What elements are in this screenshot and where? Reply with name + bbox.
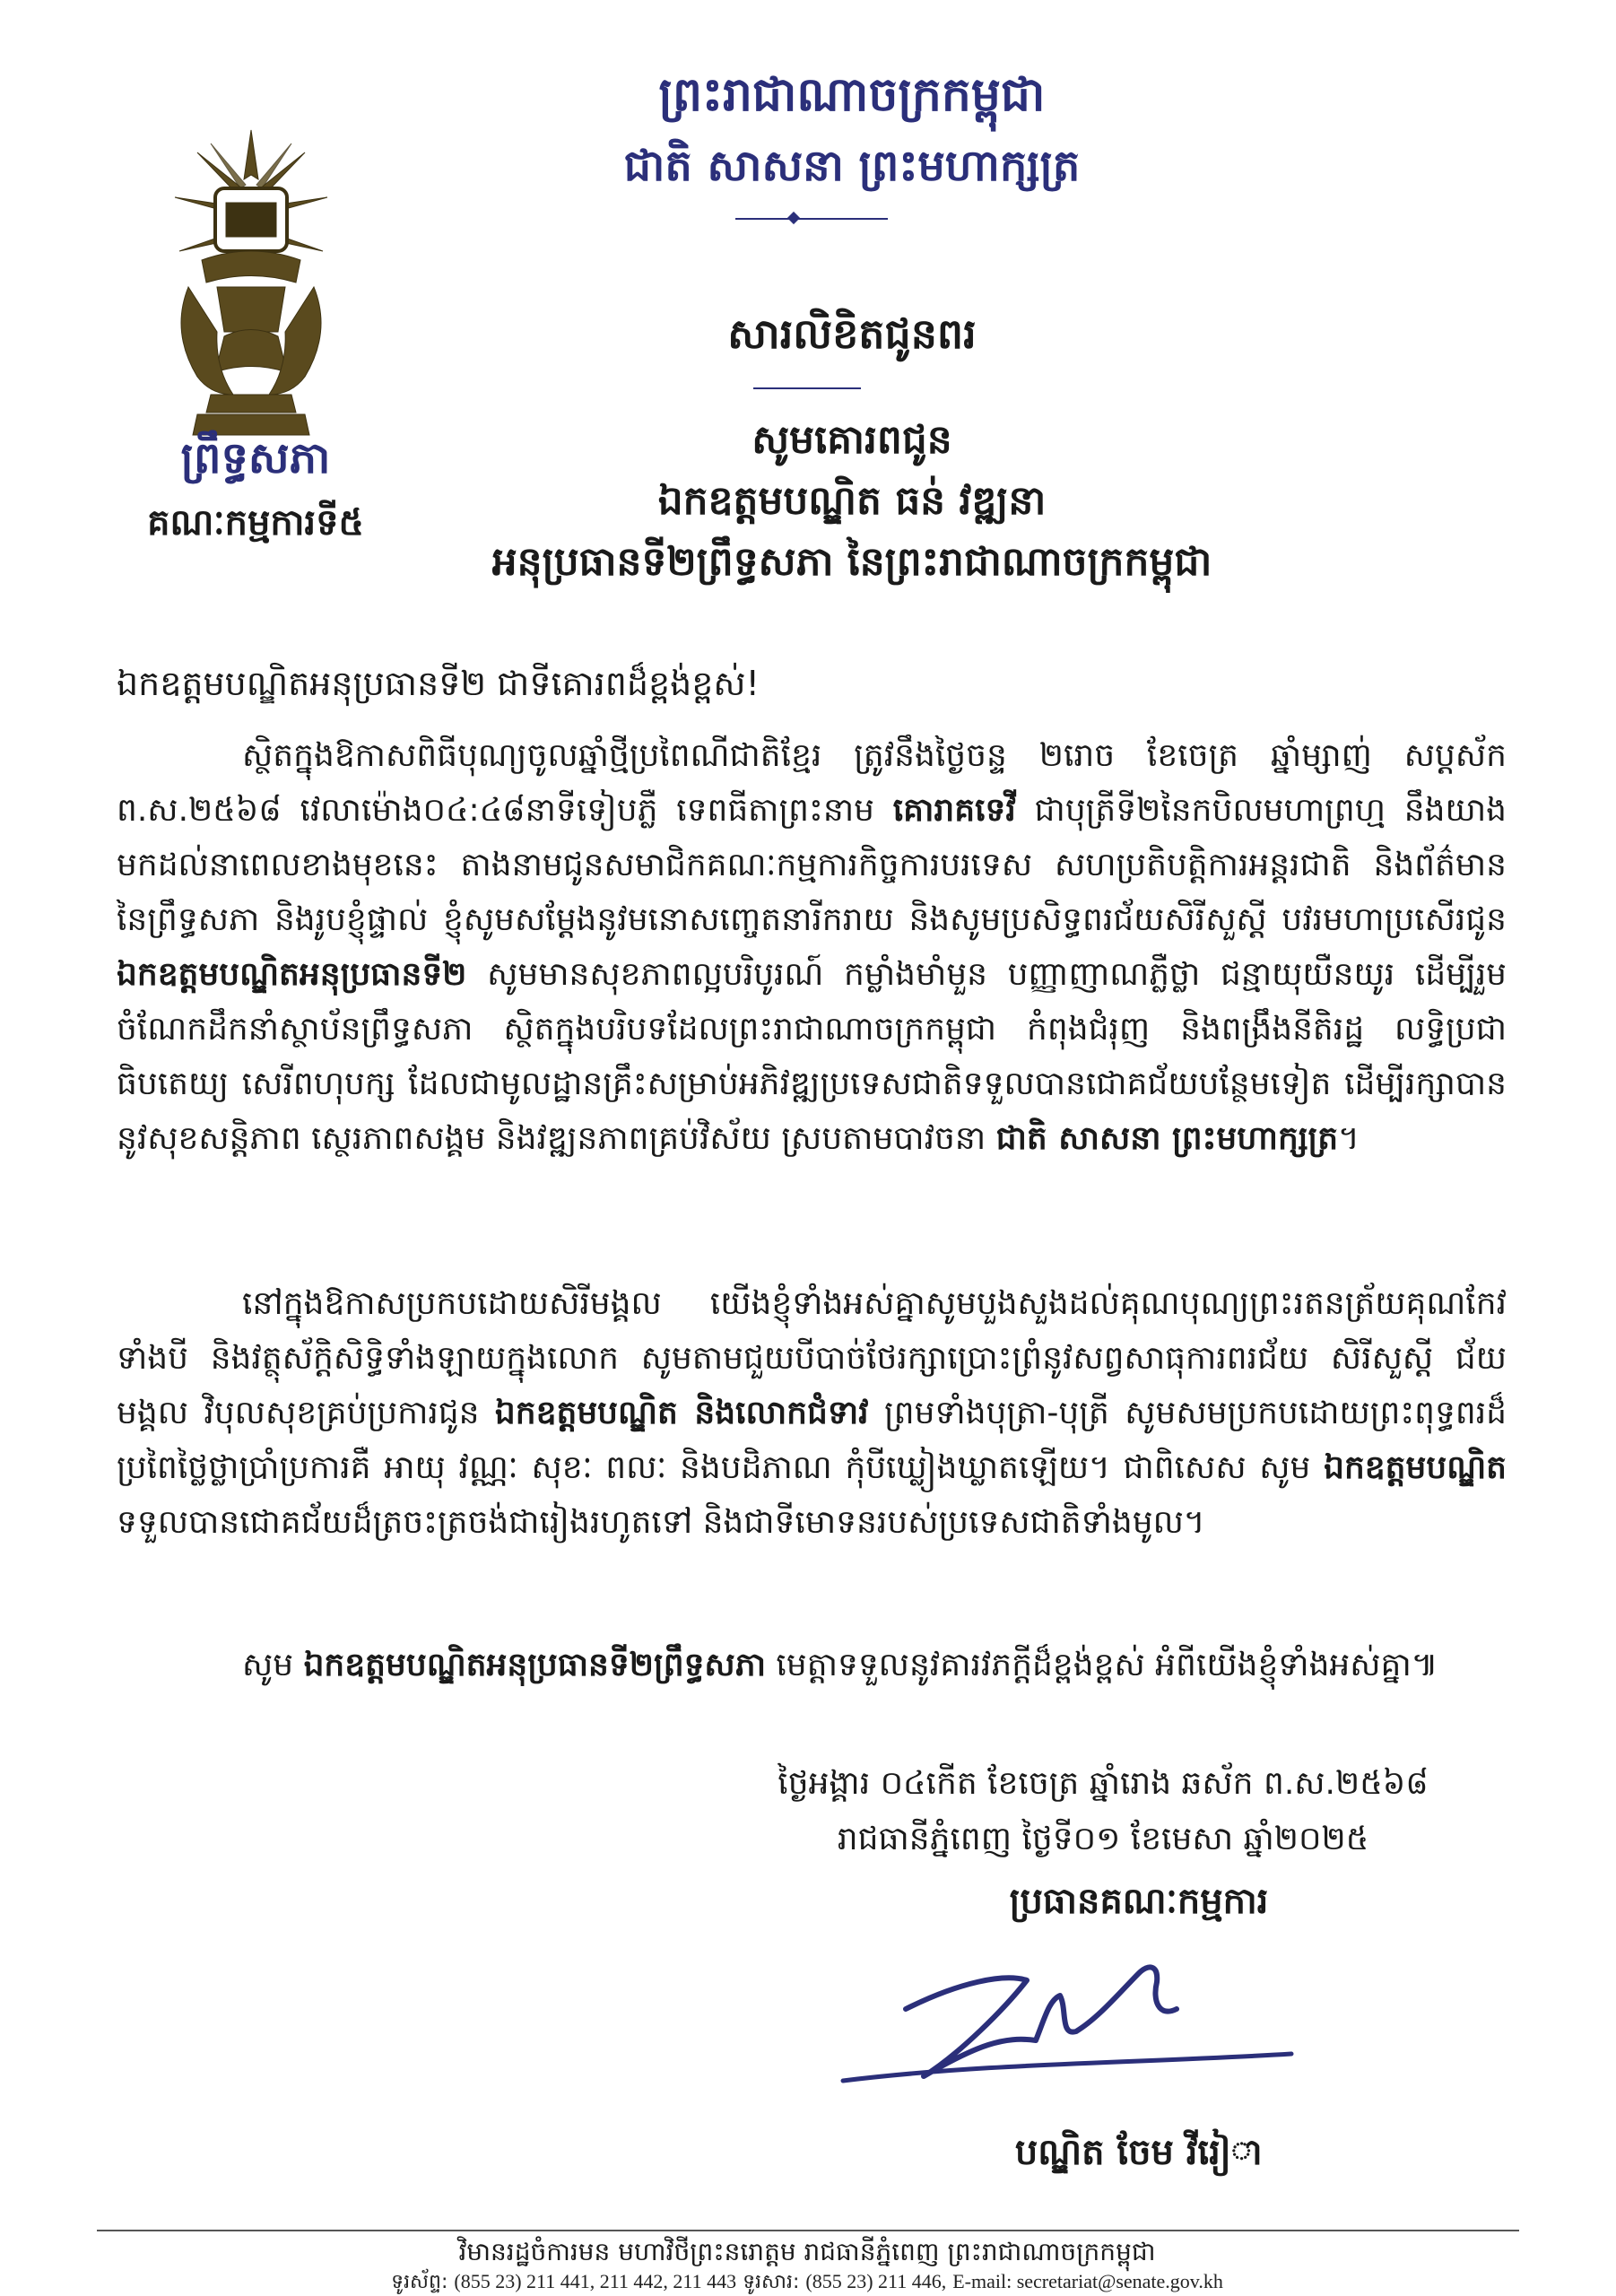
solar-date: រាជធានីភ្នំពេញ ថ្ងៃទី០១ ខែមេសា ឆ្នាំ២០២៥ <box>837 1821 1369 1857</box>
national-motto: ជាតិ សាសនា ព្រះមហាក្សត្រ <box>623 141 1081 191</box>
p2-text-3: ទទួលបានជោគជ័យដ៏ត្រចះត្រចង់ជារៀងរហូតទៅ និងជាទីមោទនរបស់ប្រទេសជាតិទាំងមូល។ <box>117 1504 1205 1541</box>
commission-name: គណៈកម្មការទី៥ <box>147 502 364 544</box>
p1-text-4: ។ <box>1338 1120 1360 1157</box>
senate-name: ព្រឹទ្ធសភា <box>180 433 331 483</box>
recipient-name: ឯកឧត្តមបណ្ឌិត ធន់ វឌ្ឍនា <box>657 478 1047 524</box>
p3-bold-1: ឯកឧត្តមបណ្ឌិតអនុប្រធានទី២ព្រឹទ្ធសភា <box>303 1647 766 1683</box>
p1-text-1: ស្ថិតក្នុងឱកាសពិធីបុណ្យចូលឆ្នាំថ្មីប្រពៃណីជាតិខ្មែរ ត្រូវនឹងថ្ងៃចន្ទ ២រោច ខែចេត្រ ឆ្នាំម្សាញ់ សប្តស័ក ព.ស.២៥៦៨ វេលាម៉ោង០៤:៤៨នាទីទៀបភ្លឺ ទេពធីតាព្រះនាម <box>117 737 1507 829</box>
phone-label: ទូរស័ព្ទ: <box>391 2271 448 2293</box>
senate-emblem-icon <box>161 126 341 448</box>
phone-numbers: (855 23) 211 441, 211 442, 211 443 <box>454 2270 737 2292</box>
p1-bold-2: ឯកឧត្តមបណ្ឌិតអនុប្រធានទី២ <box>117 956 467 993</box>
signer-name: បណ្ឌិត ចែម វីរៀា <box>1014 2132 1264 2173</box>
p2-bold-1: ឯកឧត្តមបណ្ឌិត និងលោកជំទាវ <box>494 1395 869 1431</box>
handwritten-signature <box>825 1910 1381 2099</box>
document-type: សារលិខិតជូនពរ <box>727 309 977 358</box>
p1-text-2: ជាបុត្រីទី២នៃកបិលមហាព្រហ្ម នឹងយាងមកដល់នាពេលខាងមុខនេះ តាងនាមជូនសមាជិកគណៈកម្មការកិច្ចការបរទេស សហប្រតិបត្តិការអន្តរជាតិ និងព័ត៌មាន នៃព្រឹទ្ធសភា និងរូបខ្ញុំផ្ទាល់ ខ្ញុំសូមសម្តែងនូវមនោសញ្ចេតនារីករាយ និងសូមប្រសិទ្ធពរជ័យសិរីសួស្តី បវរមហាប្រសើរជូន <box>117 792 1507 938</box>
kingdom-title: ព្រះរាជាណាចក្រកម្ពុជា <box>658 68 1046 122</box>
body-paragraph-3 <box>117 1638 1507 1692</box>
footer-contact <box>179 2269 1435 2295</box>
fax-number: (855 23) 211 446, <box>805 2270 947 2292</box>
fax-label: ទូរសារ: <box>743 2271 800 2293</box>
email-link[interactable]: E-mail: secretariat@senate.gov.kh <box>952 2270 1223 2292</box>
p3-text-1: សូម <box>242 1647 304 1683</box>
p3-text-2: មេត្តាទទួលនូវគារវភក្តីដ៏ខ្ពង់ខ្ពស់ អំពីយើងខ្ញុំទាំងអស់គ្នា៕ <box>765 1647 1438 1683</box>
lunar-date: ថ្ងៃអង្គារ ០៤កើត ខែចេត្រ ឆ្នាំរោង ឆស័ក ព.ស.២៥៦៨ <box>778 1765 1429 1802</box>
p1-bold-1: គោរាគទេវី <box>892 792 1016 829</box>
p1-text-3: សូមមានសុខភាពល្អបរិបូរណ៍ កម្លាំងមាំមួន បញ្ញាញាណភ្លឺថ្លា ជន្មាយុយឺនយូរ ដើម្បីរួមចំណែកដឹកនាំស្ថាប័នព្រឹទ្ធសភា ស្ថិតក្នុងបរិបទដែលព្រះរាជាណាចក្រកម្ពុជា កំពុងជំរុញ និងពង្រឹងនីតិរដ្ឋ លទ្ធិប្រជាធិបតេយ្យ សេរីពហុបក្ស ដែលជាមូលដ្ឋានគ្រឹះសម្រាប់អភិវឌ្ឍប្រទេសជាតិទទួលបានជោគជ័យបន្ថែមទៀត ដើម្បីរក្សាបាននូវសុខសន្តិភាព ស្ថេរភាពសង្គម និងវឌ្ឍនភាពគ្រប់វិស័យ ស្របតាមបាវចនា <box>117 956 1507 1157</box>
body-paragraph-2 <box>117 1276 1507 1550</box>
chair-title: ប្រធានគណៈកម្មការ <box>1009 1881 1269 1922</box>
p1-bold-3: ជាតិ សាសនា ព្រះមហាក្សត្រ <box>995 1120 1339 1157</box>
date-block <box>735 1756 1471 1867</box>
to-line: សូមគោរពជូន <box>752 417 952 463</box>
p2-text-1: នៅក្នុងឱកាសប្រកបដោយសិរីមង្គល យើងខ្ញុំទាំងអស់គ្នាសូមបួងសួងដល់គុណបុណ្យព្រះរតនត្រ័យគុណកែវទាំងបី និងវត្ថុស័ក្តិសិទ្ធិទាំងឡាយក្នុងលោក សូមតាមជួយបីបាច់ថែរក្សាប្រោះព្រំនូវសព្វសាធុការពរជ័យ សិរីសួស្តី ជ័យមង្គល វិបុលសុខគ្រប់ប្រការជូន <box>117 1285 1507 1431</box>
header-ornament-dot <box>787 212 800 224</box>
footer-address: វិមានរដ្ឋចំការមន មហាវិថីព្រះនរោត្តម រាជធានីភ្នំពេញ ព្រះរាជាណាចក្រកម្ពុជា <box>458 2237 1156 2266</box>
recipient-title: អនុប្រធានទី២ព្រឹទ្ធសភា នៃព្រះរាជាណាចក្រកម្ពុជា <box>491 539 1212 585</box>
body-paragraph-1 <box>117 728 1507 1166</box>
p2-text-2: ព្រមទាំងបុត្រា-បុត្រី សូមសមប្រកបដោយព្រះពុទ្ធពរដ៏ប្រពៃថ្លៃថ្លាប្រាំប្រការគឺ អាយុ វណ្ណៈ សុខៈ ពលៈ និងបដិភាណ កុំបីឃ្លៀងឃ្លាតឡើយ។ ជាពិសេស សូម <box>117 1395 1507 1486</box>
heading-ornament <box>753 387 861 389</box>
header-ornament-spacer <box>807 218 888 220</box>
p2-bold-2: ឯកឧត្តមបណ្ឌិត <box>1324 1449 1507 1486</box>
footer-divider <box>97 2230 1519 2231</box>
salutation: ឯកឧត្តមបណ្ឌិតអនុប្រធានទី២ ជាទីគោរពដ៏ខ្ពង់ខ្ពស់! <box>117 664 760 703</box>
